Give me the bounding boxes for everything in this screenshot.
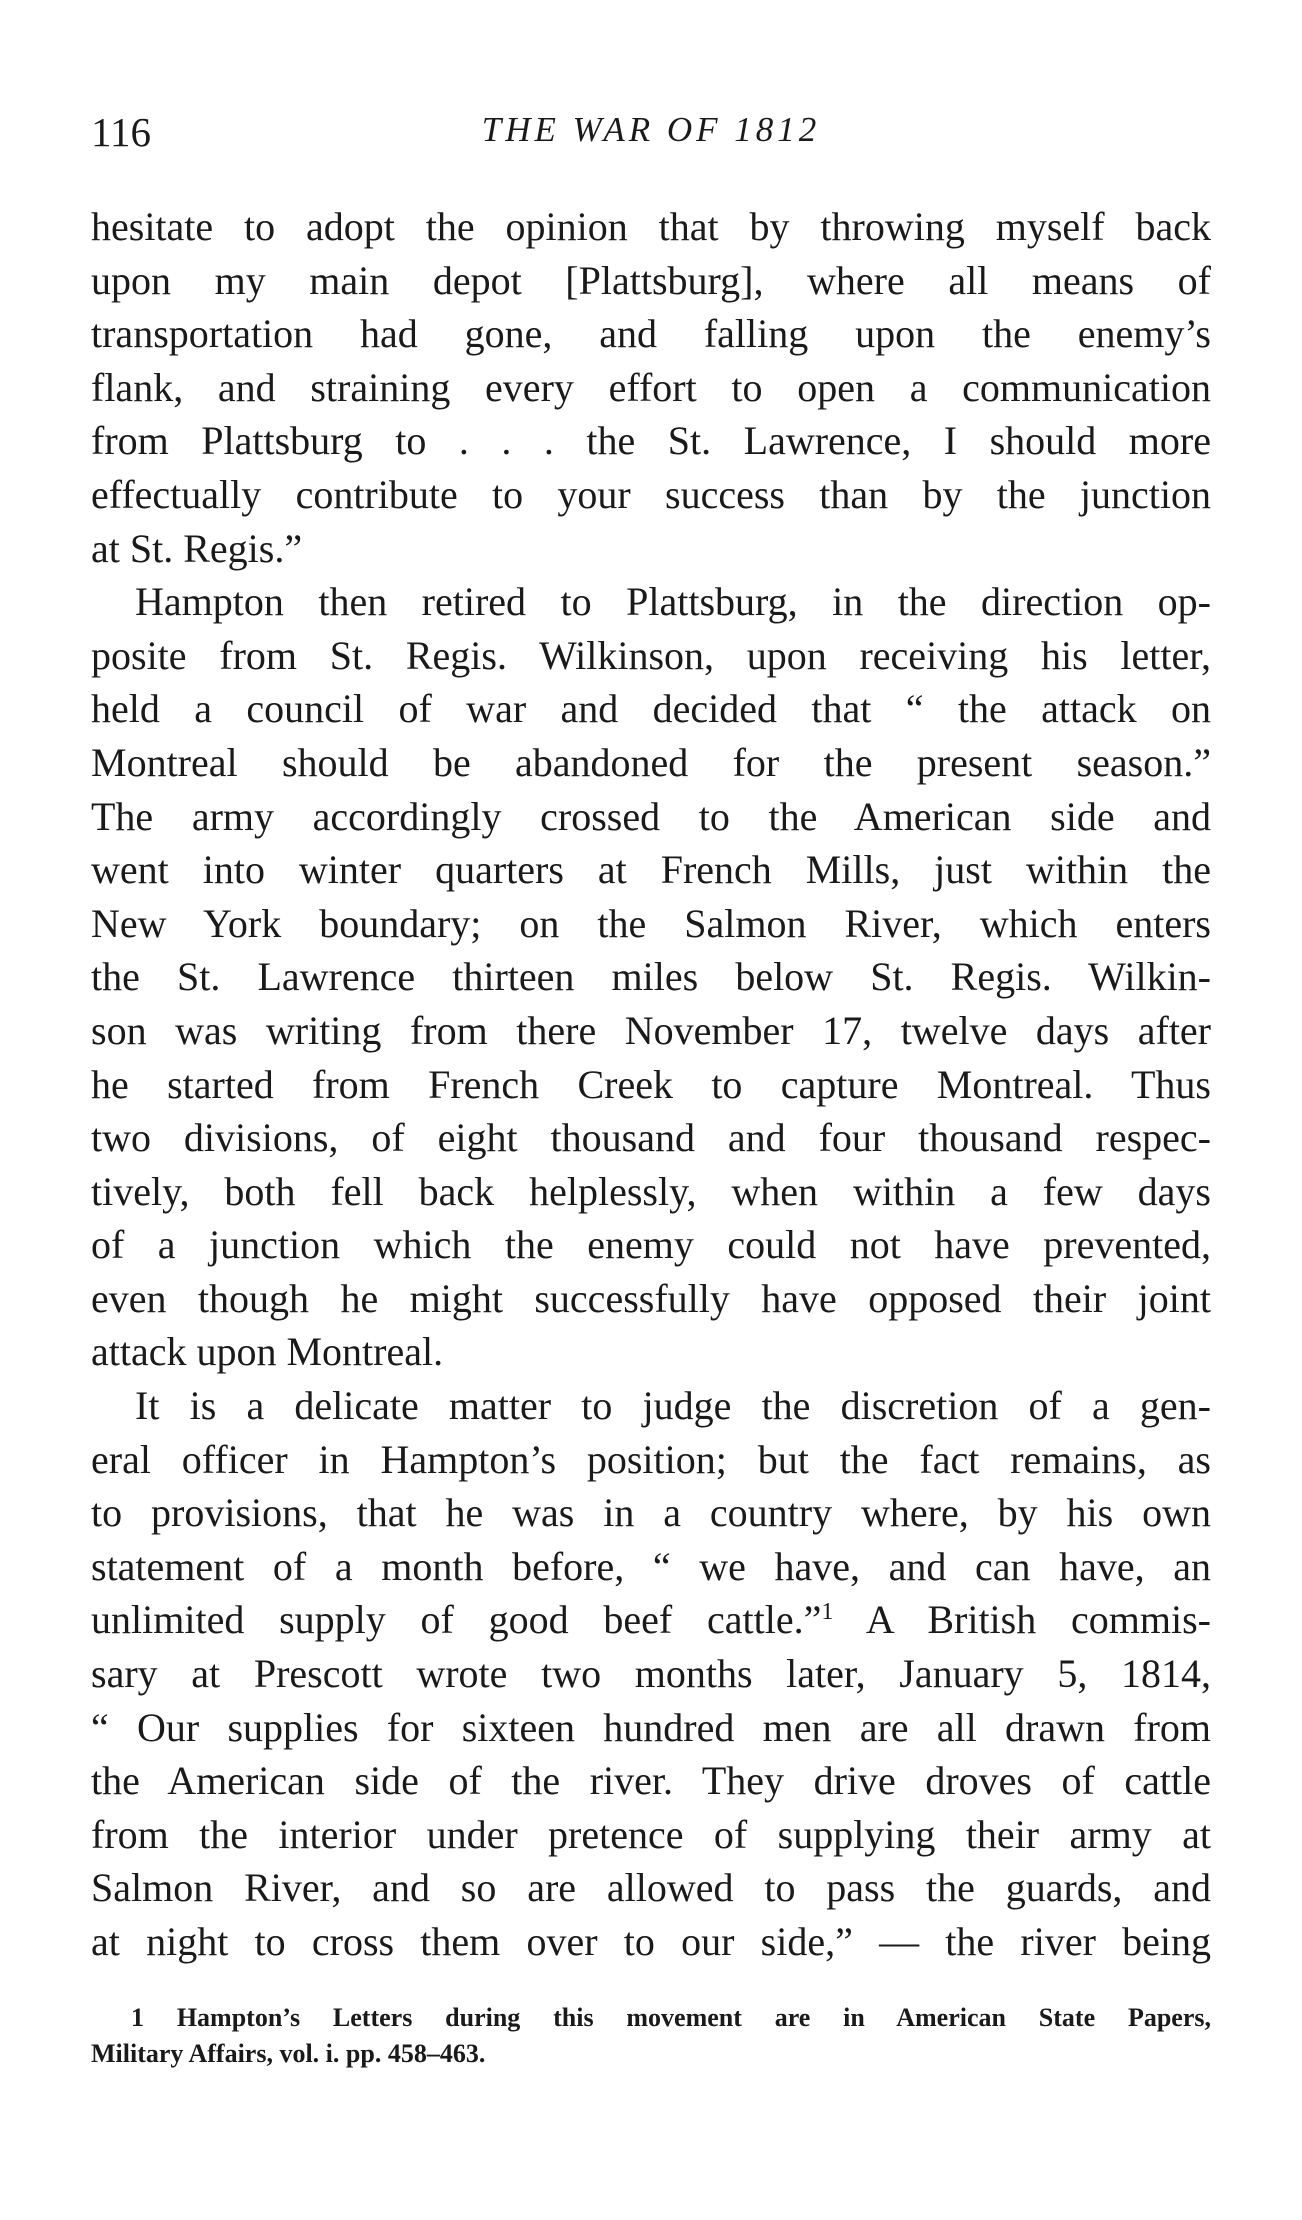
text-line: to provisions, that he was in a country where, by his own [91,1490,1211,1536]
text-line: flank, and straining every effort to open a communication [91,364,1211,410]
text-line: the St. Lawrence thirteen miles below St. Regis. Wilkin- [91,954,1211,1000]
footnote-line: Military Affairs, vol. i. pp. 458–463. [91,2039,486,2068]
text-line: “ Our supplies for sixteen hundred men are all drawn from [91,1704,1211,1750]
text-segment: A British commis- [865,1597,1211,1643]
text-line: he started from French Creek to capture Montreal. Thus [91,1061,1211,1107]
footnote [91,2000,1211,2072]
text-line: at night to cross them over to our side,” — the river being [91,1919,1211,1964]
footnote-line [91,2000,1211,2036]
running-title: THE WAR OF 1812 [481,110,821,149]
text-line: at St. Regis.” [91,525,303,571]
text-line: The army accordingly crossed to the American side and [91,793,1211,839]
text-line: Montreal should be abandoned for the present season.” [91,739,1211,785]
text-line: son was writing from there November 17, twelve days after [91,1007,1211,1053]
text-line: eral officer in Hampton’s position; but the fact remains, as [91,1436,1211,1482]
page-number: 116 [91,109,151,155]
text-line: hesitate to adopt the opinion that by throwing myself back [91,204,1211,249]
footnote-marker: 1 [131,2003,144,2032]
text-line: Salmon River, and so are allowed to pass the guards, and [91,1865,1211,1911]
text-line: sary at Prescott wrote two months later, January 5, 1814, [91,1651,1211,1697]
text-segment: unlimited supply of good beef cattle.” [91,1597,822,1643]
footnote-text: Hampton’s Letters during this movement are in American State Papers, [176,2003,1211,2032]
text-line: held a council of war and decided that “ the attack on [91,686,1211,732]
text-line: transportation had gone, and falling upon the enemy’s [91,311,1211,357]
text-line: New York boundary; on the Salmon River, which enters [91,900,1211,946]
text-line-with-footnote-ref [91,1593,1211,1647]
text-line: the American side of the river. They drive droves of cattle [91,1758,1211,1804]
running-head [91,108,1211,158]
text-line: went into winter quarters at French Mills, just within the [91,847,1211,893]
text-line: from Plattsburg to . . . the St. Lawrence, I should more [91,418,1211,464]
text-line: tively, both fell back helplessly, when within a few days [91,1168,1211,1214]
footnote-reference[interactable]: 1 [821,1599,834,1626]
text-line: upon my main depot [Plattsburg], where all means of [91,257,1211,303]
text-line: from the interior under pretence of supplying their army at [91,1811,1211,1857]
text-line: of a junction which the enemy could not have prevented, [91,1222,1211,1268]
text-line: even though he might successfully have opposed their joint [91,1275,1211,1321]
text-line: Hampton then retired to Plattsburg, in the direction op- [135,579,1211,625]
text-line: two divisions, of eight thousand and four thousand respec- [91,1115,1211,1161]
text-line: statement of a month before, “ we have, and can have, an [91,1543,1211,1589]
body-text [91,200,1211,1969]
text-line: It is a delicate matter to judge the discretion of a gen- [135,1383,1211,1429]
text-line: attack upon Montreal. [91,1329,444,1375]
text-line: posite from St. Regis. Wilkinson, upon receiving his letter, [91,632,1211,678]
text-line: effectually contribute to your success than by the junction [91,471,1211,517]
